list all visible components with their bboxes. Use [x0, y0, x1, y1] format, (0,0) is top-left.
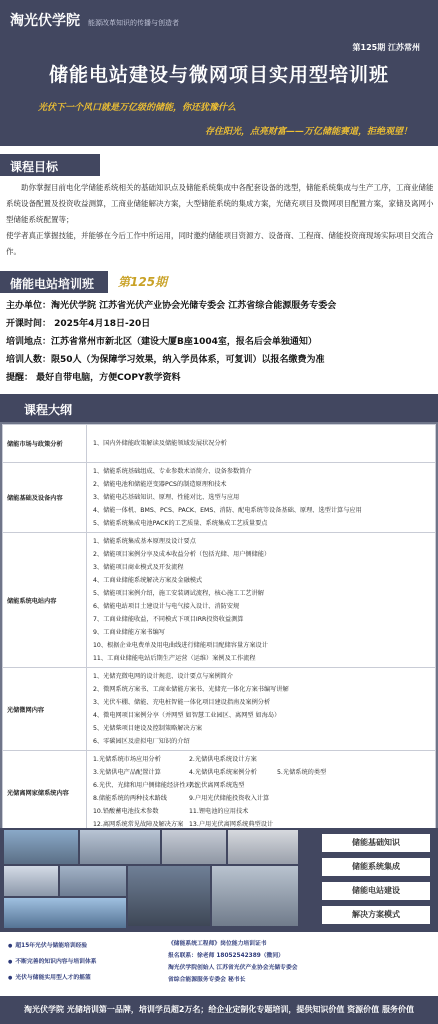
- outline-panel: [0, 422, 438, 828]
- module-item: 10、根据企业电费单及用电曲线进行储能项目配储容量方案设计: [93, 642, 268, 649]
- affiliation-line: 省综合能源服务专委会 秘书长: [168, 977, 246, 983]
- group-photo: [80, 830, 160, 864]
- bottom-tagline: 淘光伏学院 光储培训第一品牌，培训学员超2万名；给企业定制化专题培训，提供知识价值 资源价值 服务价值: [0, 996, 438, 1024]
- table-row: [3, 425, 436, 463]
- module-category: 光储离网家储系统内容: [3, 751, 87, 834]
- feature-item: ● 光伏与储能实用型人才的摇篮: [8, 970, 97, 986]
- module-item: 4.光储供电系统案例分析: [189, 769, 257, 776]
- contact-line: 报名联系：徐老师 18052542389（微同）: [168, 953, 284, 959]
- module-category: 储能基础及设备内容: [3, 463, 87, 533]
- module-item: 3、光伏车棚、储能、充电桩智能一体化项目建设指南及案例分析: [93, 699, 271, 706]
- module-item: 4、储能一体机、BMS、PCS、PACK、EMS、消防、配电系统等设备基础、原理、选型计算与应用: [93, 507, 362, 514]
- module-items: [87, 425, 436, 463]
- topic-button[interactable]: 解决方案模式: [322, 906, 430, 924]
- module-item: 4、工商业储能系统解决方案及金融模式: [93, 577, 203, 584]
- table-row: [3, 668, 436, 751]
- footer-info: [0, 932, 438, 996]
- module-item: 7、工商业储能收益，不同模式下项目IRR投资收益测算: [93, 616, 244, 623]
- training-heading: 储能电站培训班: [0, 271, 108, 293]
- table-row: [3, 463, 436, 533]
- topic-button[interactable]: 储能基础知识: [322, 834, 430, 852]
- module-item: 6、储能电站项目土建设计与电气接入设计、消防安规: [93, 603, 240, 610]
- module-item: 2、微网系统方案书、工商业储能方案书、光储充一体化方案书编写讲解: [93, 686, 289, 693]
- time-info: 开课时间： 2025年4月18日-20日: [6, 319, 151, 329]
- module-item-row: [93, 779, 277, 792]
- location-info: 培训地点：江苏省常州市新北区（建设大厦B座1004室，报名后会单独通知）: [6, 337, 317, 347]
- outline-header: [0, 394, 438, 422]
- goal-text: [6, 180, 434, 260]
- group-photo: [212, 866, 298, 926]
- module-item: 2、储能电池和储能逆变器PCS的制造原理和技术: [93, 481, 227, 488]
- module-item: 1.光储系统市场应用分析: [93, 756, 161, 763]
- building-photo: [4, 898, 126, 928]
- subtitle-1: 光伏下一个风口就是万亿级的储能，你还犹豫什么: [38, 103, 237, 113]
- certificate-line: 《储能系统工程师》岗位能力培训证书: [168, 941, 267, 947]
- module-category: 光储微网内容: [3, 668, 87, 751]
- module-items: [87, 668, 436, 751]
- module-item: 11.锂电池的应用技术: [189, 808, 249, 815]
- module-item-row: [93, 805, 277, 818]
- module-item: 1、光储充微电网的设计规范、设计要点与案例简介: [93, 673, 234, 680]
- module-item: 5、储能项目案例介绍，施工安装调试流程，核心施工工艺讲解: [93, 590, 264, 597]
- goal-paragraph: 使学者真正掌握技能，并能够在今后工作中所运用，同时邀约储能项目资源方、设备商、工程商、储能投资商现场实际项目交流合作。: [6, 231, 434, 256]
- module-item: 11、工商业储能电站后期生产运营（运维）案例及工作流程: [93, 655, 256, 662]
- classroom-photo: [4, 830, 78, 864]
- equipment-photo: [4, 866, 58, 896]
- module-item: 1、国内外储能政策解读及储能领域发展状况分析: [93, 440, 227, 447]
- module-item: 1、储能系统集成基本原理及设计要点: [93, 538, 196, 545]
- brand-slogan: 能源改革知识的传播与创造者: [88, 19, 179, 27]
- module-item-row: [93, 766, 326, 779]
- module-item: 3、储能项目商业模式及开发流程: [93, 564, 184, 571]
- brand-row: [10, 10, 179, 30]
- module-item: 5.光储系统的类型: [277, 769, 327, 776]
- reminder-info: 提醒： 最好自带电脑，方便COPY教学资料: [6, 373, 181, 383]
- table-row: [3, 751, 436, 834]
- module-item: 4、微电网项目案例分享（并网型 如智慧工业园区、离网型 如海岛）: [93, 712, 281, 719]
- photo-gallery: [0, 828, 438, 932]
- module-items: [87, 533, 436, 668]
- feature-list: [8, 938, 97, 986]
- table-row: [3, 533, 436, 668]
- module-item: 2、储能项目案例分享及成本收益分析（包括光储、用户侧储能）: [93, 551, 271, 558]
- affiliation-line: 淘光伏学院创始人 江苏省光伏产业协会光储专委会: [168, 965, 298, 971]
- lecture-photo: [228, 830, 298, 864]
- brand-logo: 淘光伏学院: [10, 13, 80, 29]
- outline-heading: 课程大纲: [24, 403, 73, 417]
- module-item: 6.光伏、光储和用户侧储能经济性对比: [93, 782, 198, 789]
- module-category: 储能市场与政策分析: [3, 425, 87, 463]
- topic-button[interactable]: 储能电站建设: [322, 882, 430, 900]
- module-item: 1、储能系统基础组成、专业参数术语简介、设备参数简介: [93, 468, 252, 475]
- goal-paragraph: 助你掌握目前电化学储能系统相关的基础知识点及储能系统集成中各配套设备的选型，储能系统集成与生产工序，工商业储能系统设备配置及投资收益测算，工商业储能解决方案，大型储能系统的集成方案，光储充项目及微网项目配置方案，家储及离网小型储能系统配置等；: [6, 183, 434, 224]
- goal-heading: 课程目标: [0, 154, 100, 176]
- page-title: 储能电站建设与微网项目实用型培训班: [48, 64, 389, 86]
- topic-button[interactable]: 储能系统集成: [322, 858, 430, 876]
- field-photo: [60, 866, 126, 896]
- module-item: 5、储能系统集成电池PACK的工艺质量、系统集成工艺质量要点: [93, 520, 268, 527]
- module-items: [87, 463, 436, 533]
- contact-block: [168, 938, 298, 986]
- host-info: 主办单位：淘光伏学院 江苏省光伏产业协会光储专委会 江苏省综合能源服务专委会: [6, 301, 337, 311]
- session-tag: 第125期 江苏常州: [352, 43, 420, 52]
- module-item: 2.光储供电系统设计方案: [189, 756, 257, 763]
- seats-info: 培训人数：限50人（为保障学习效果，纳入学员体系，可复训）以报名缴费为准: [6, 355, 325, 365]
- module-item: 13.户用光伏离网系统典型设计: [189, 821, 274, 828]
- feature-item: ● 超15年光伏与储能培训经验: [8, 938, 97, 954]
- module-item: 10.铅酸蓄电池技术参数: [93, 808, 159, 815]
- module-item: 9.户用光伏储能投资收入计算: [189, 795, 270, 802]
- module-item: 12.离网系统常见故障及解决方案: [93, 821, 184, 828]
- module-category: 储能系统电站内容: [3, 533, 87, 668]
- module-item-row: [93, 792, 277, 805]
- subtitle-2: 存住阳光，点亮财富——万亿储能赛道，拒绝观望！: [204, 127, 412, 137]
- module-item: 6、零碳园区及虚拟电厂知识的介绍: [93, 738, 190, 745]
- module-item: 8.储能系统的两种技术路线: [93, 795, 167, 802]
- outline-table: [2, 424, 436, 834]
- feature-item: ● 不断完善的知识内容与培训体系: [8, 954, 97, 970]
- module-item: 3.光储供电产品配置计算: [93, 769, 161, 776]
- hero-banner: [0, 0, 438, 146]
- module-item-row: [93, 753, 277, 766]
- module-items: [87, 751, 436, 834]
- module-item: 3、储能电芯基础知识、原理、性能对比、选型与应用: [93, 494, 240, 501]
- module-item: 5、光储柴项目建设及控制策略解决方案: [93, 725, 203, 732]
- training-period: 第125期: [118, 275, 168, 289]
- group-photo: [128, 866, 210, 926]
- module-item: 9、工商业储能方案书编写: [93, 629, 165, 636]
- module-item: 7.光伏离网系统选型: [189, 782, 245, 789]
- site-photo: [162, 830, 226, 864]
